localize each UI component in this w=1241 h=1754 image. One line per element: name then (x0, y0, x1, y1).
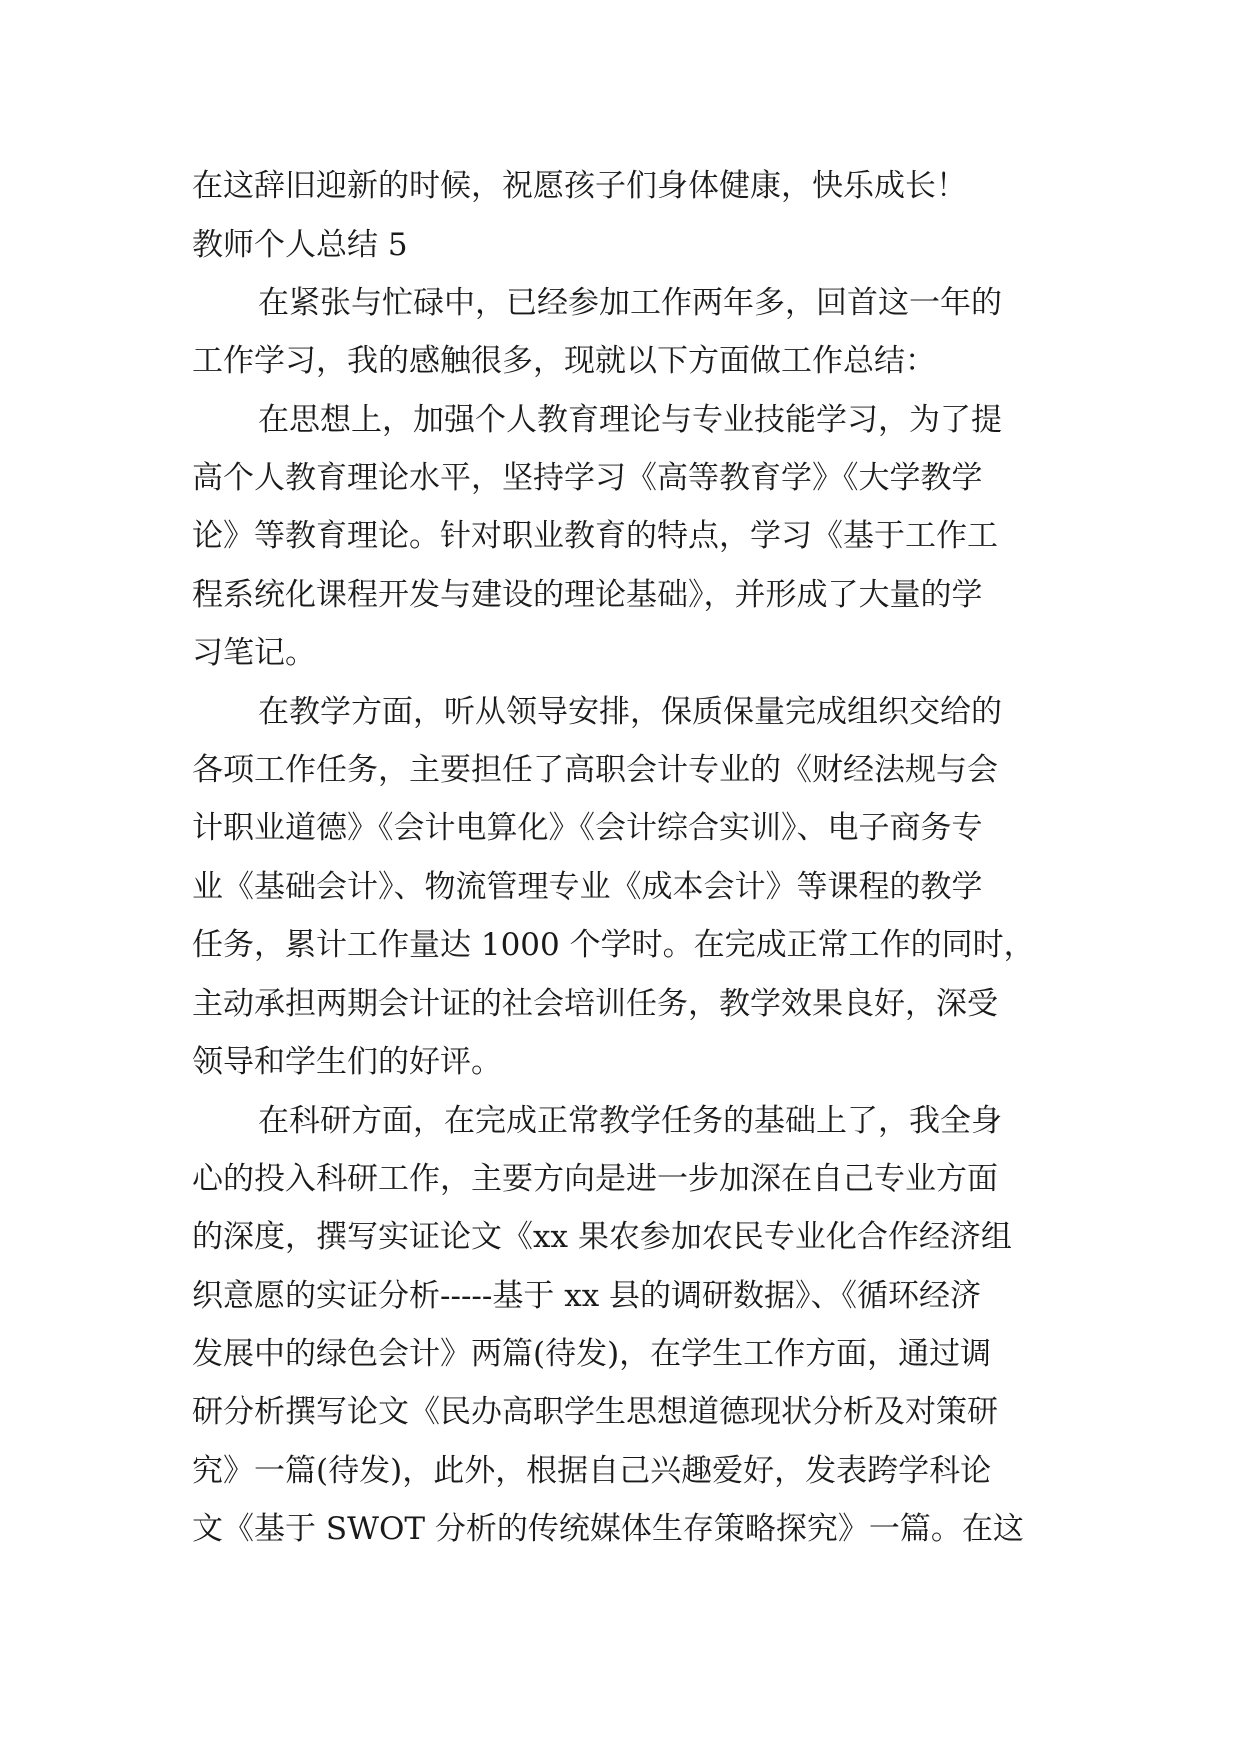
text-line: 任务，累计工作量达 1000 个学时。在完成正常工作的同时， (192, 927, 1035, 963)
paragraph-first-line: 在科研方面，在完成正常教学任务的基础上了，我全身 (258, 1103, 1002, 1139)
text-line: 领导和学生们的好评。 (192, 1044, 502, 1080)
paragraph-first-line: 在思想上，加强个人教育理论与专业技能学习，为了提 (258, 402, 1002, 438)
text-line: 心的投入科研工作，主要方向是进一步加深在自己专业方面 (192, 1161, 998, 1197)
text-line: 高个人教育理论水平，坚持学习《高等教育学》《大学教学 (192, 460, 983, 496)
section-heading: 教师个人总结 5 (192, 227, 408, 263)
paragraph-first-line: 在紧张与忙碌中，已经参加工作两年多，回首这一年的 (258, 285, 1002, 321)
text-line: 论》等教育理论。针对职业教育的特点，学习《基于工作工 (192, 518, 998, 554)
text-line: 的深度，撰写实证论文《xx 果农参加农民专业化合作经济组 (192, 1219, 1012, 1255)
text-line: 程系统化课程开发与建设的理论基础》，并形成了大量的学 (192, 577, 983, 613)
text-line: 文《基于 SWOT 分析的传统媒体生存策略探究》一篇。在这 (192, 1511, 1024, 1547)
text-line: 业《基础会计》、物流管理专业《成本会计》等课程的教学 (192, 869, 983, 905)
text-line: 发展中的绿色会计》两篇(待发)，在学生工作方面，通过调 (192, 1336, 992, 1372)
paragraph-first-line: 在教学方面，听从领导安排，保质保量完成组织交给的 (258, 694, 1002, 730)
text-line: 计职业道德》《会计电算化》《会计综合实训》、电子商务专 (192, 810, 983, 846)
text-line: 工作学习，我的感触很多，现就以下方面做工作总结： (192, 343, 936, 379)
text-line: 各项工作任务，主要担任了高职会计专业的《财经法规与会 (192, 752, 998, 788)
text-line: 研分析撰写论文《民办高职学生思想道德现状分析及对策研 (192, 1394, 998, 1430)
text-line: 习笔记。 (192, 635, 316, 671)
text-line: 织意愿的实证分析-----基于 xx 县的调研数据》、《循环经济 (192, 1278, 982, 1314)
text-line: 在这辞旧迎新的时候，祝愿孩子们身体健康，快乐成长！ (192, 168, 967, 204)
text-line: 究》一篇(待发)，此外，根据自己兴趣爱好，发表跨学科论 (192, 1453, 992, 1489)
text-line: 主动承担两期会计证的社会培训任务，教学效果良好，深受 (192, 986, 998, 1022)
